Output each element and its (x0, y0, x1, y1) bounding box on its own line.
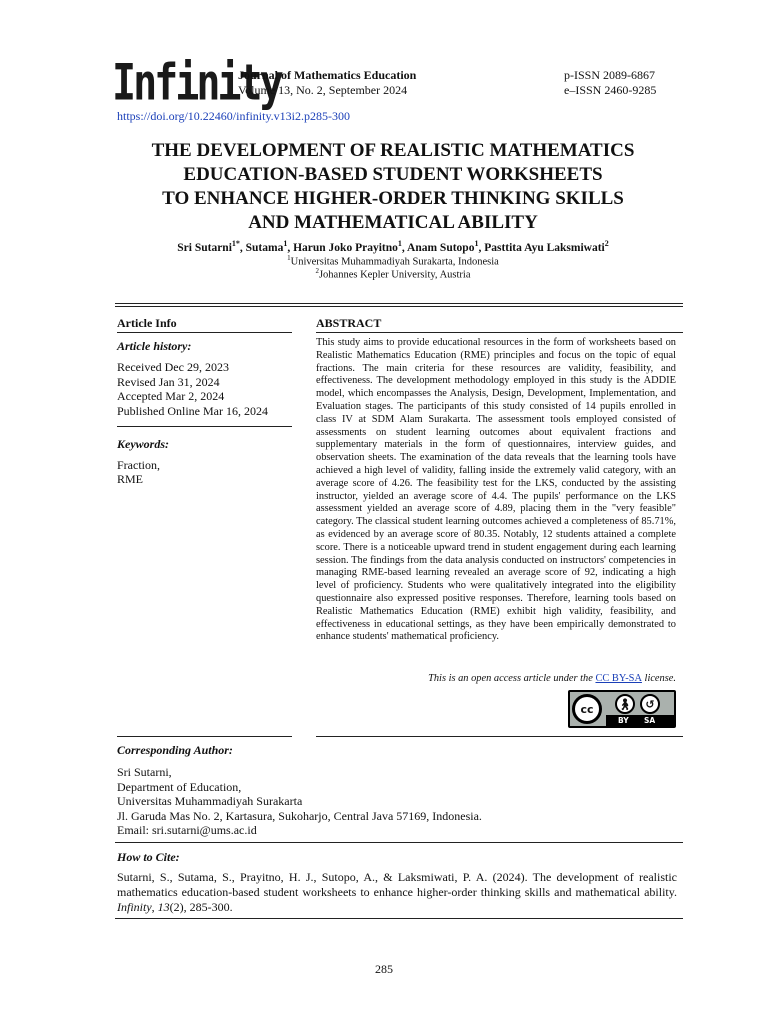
history-item: Published Online Mar 16, 2024 (117, 403, 268, 418)
doi-link[interactable]: https://doi.org/10.22460/infinity.v13i2.p285-300 (117, 109, 351, 123)
corr-line: Department of Education, (117, 779, 242, 794)
author-sup: 1 (283, 239, 288, 248)
journal-logo: Infinity (112, 54, 281, 112)
author-name: Anam Sutopo (407, 241, 475, 254)
author-name: Harun Joko Prayitno (293, 241, 398, 254)
divider (316, 736, 683, 737)
corresponding-info (117, 765, 482, 838)
sa-label: SA (644, 716, 656, 725)
open-access-note (316, 673, 676, 684)
divider (115, 842, 683, 843)
issn-info (564, 68, 674, 98)
author-name: Sutama (245, 241, 284, 254)
corresponding-label: Corresponding Author: (117, 743, 233, 757)
corr-line: Jl. Garuda Mas No. 2, Kartasura, Sukoharjo, Central Java 57169, Indonesia. (117, 808, 482, 823)
divider (117, 426, 292, 427)
article-history (117, 360, 268, 418)
author-list (100, 239, 686, 254)
p-issn: p-ISSN 2089-6867 (564, 68, 656, 82)
oa-suffix: license. (641, 673, 676, 684)
page-number: 285 (375, 962, 393, 976)
author-sep: , (287, 241, 294, 254)
divider (115, 918, 683, 919)
affiliation-sup: 1 (287, 254, 291, 262)
title-line: EDUCATION-BASED STUDENT WORKSHEETS (183, 164, 603, 185)
author-sup: 2 (604, 239, 609, 248)
history-item: Received Dec 29, 2023 (117, 360, 229, 374)
author-sup: 1 (397, 239, 402, 248)
author-sep: , (401, 241, 408, 254)
history-item: Accepted Mar 2, 2024 (117, 389, 225, 403)
author-name: Sri Sutarni (177, 241, 232, 254)
title-line: AND MATHEMATICAL ABILITY (248, 212, 538, 233)
author-sup: 1 (474, 239, 479, 248)
corr-line: Universitas Muhammadiyah Surakarta (117, 794, 303, 809)
cite-sep: , (151, 900, 158, 914)
e-issn: e–ISSN 2460-9285 (564, 83, 657, 97)
title-line: TO ENHANCE HIGHER-ORDER THINKING SKILLS (162, 188, 624, 209)
author-sep: , (239, 241, 246, 254)
license-link[interactable]: CC BY-SA (595, 673, 642, 684)
cite-label: How to Cite: (117, 850, 180, 864)
affiliation (100, 254, 686, 268)
by-label: BY (618, 716, 629, 725)
journal-volume: Volume 13, No. 2, September 2024 (238, 83, 408, 97)
badge-bar (606, 715, 674, 726)
divider (117, 736, 292, 737)
corr-line: Sri Sutarni, (117, 765, 172, 779)
person-icon: 🚶︎ (615, 694, 635, 714)
history-label: Article history: (117, 339, 192, 353)
cite-volume: 13 (157, 900, 170, 914)
author-sep: , (478, 241, 485, 254)
history-item: Revised Jan 31, 2024 (117, 374, 220, 389)
title-line: THE DEVELOPMENT OF REALISTIC MATHEMATICS (151, 140, 635, 161)
keyword: Fraction, (117, 458, 160, 472)
cite-journal: Infinity (117, 900, 152, 914)
keywords (117, 459, 160, 486)
affiliation-text: Johannes Kepler University, Austria (318, 269, 471, 281)
keyword: RME (117, 471, 144, 486)
cite-rest: (2), 285-300. (169, 900, 233, 914)
cc-by-sa-badge[interactable] (568, 690, 676, 728)
divider (316, 332, 683, 333)
corr-line: Email: sri.sutarni@ums.ac.id (117, 823, 257, 838)
author-sup: 1* (231, 239, 240, 248)
citation-text (117, 870, 677, 915)
journal-info (238, 68, 416, 98)
abstract-text: This study aims to provide educational resources in the form of worksheets based on Realistic Mathematics Education (RME) principles and focus on the topic of equal fractions. The main criteria for these resources are validity, feasibility, and effectiveness. The development methodology employed in this study is the ADDIE model, which encompasses the Analysis, Design, Development, Implementation, and Evaluation stages. The participants of this study consisted of 14 pupils enrolled in class IV at SDM Alam Surakarta. The assessment tools employed consisted of assessments on student learning outcomes about equivalent fractions and supplementary materials in the form of questionnaires, interview guides, and observation sheets. The examination of the data reveals that the learning tools have achieved a high level of validity, falling inside the extremely valid category, with an average score of 4.26. The feasibility test for the LKS, conducted by the assisting instructor, yielded an average score of 4.4. The pupils' performance on the LKS assessment yielded an average score of 4.89, placing them in the "very feasible" category. The classical student learning outcomes achieved a completeness of 85.71%, as evidenced by an average score of 80.35. Notably, 12 students attained a complete score. There is a noticeable upward trend in student engagement during each learning session. The findings from the data analysis conducted on instructors' competencies in managing RME-based learning revealed an average score of 92, indicating a high level of proficiency. Students who were qualitatively integrated into the eligibility questionnaire also expressed positive responses. Therefore, learning tools based on Realistic Mathematics Education (RME) exhibit high validity, feasibility, and effectiveness in educational settings, as they have been empirically demonstrated to enhance students' mathematical proficiency. (316, 337, 676, 643)
cc-icon: cc (572, 694, 602, 724)
affiliation-text: Universitas Muhammadiyah Surakarta, Indonesia (290, 256, 499, 268)
affiliation-sup: 2 (315, 267, 319, 275)
paper-title (100, 139, 686, 235)
cite-main: Sutarni, S., Sutama, S., Prayitno, H. J., Sutopo, A., & Laksmiwati, P. A. (2024). The development of realistic mathematics education-based student worksheets to enhance higher-order thinking skills and mathematical ability. (117, 870, 677, 899)
double-rule (115, 303, 683, 307)
affiliation (100, 267, 686, 281)
journal-name: Journal of Mathematics Education (238, 68, 417, 82)
oa-prefix: This is an open access article under the (428, 673, 596, 684)
keywords-label: Keywords: (117, 437, 169, 451)
divider (117, 332, 292, 333)
article-info-heading: Article Info (117, 316, 177, 330)
author-name: Pasttita Ayu Laksmiwati (484, 241, 605, 254)
abstract-heading: ABSTRACT (316, 316, 382, 330)
share-alike-icon: ↺ (640, 694, 660, 714)
